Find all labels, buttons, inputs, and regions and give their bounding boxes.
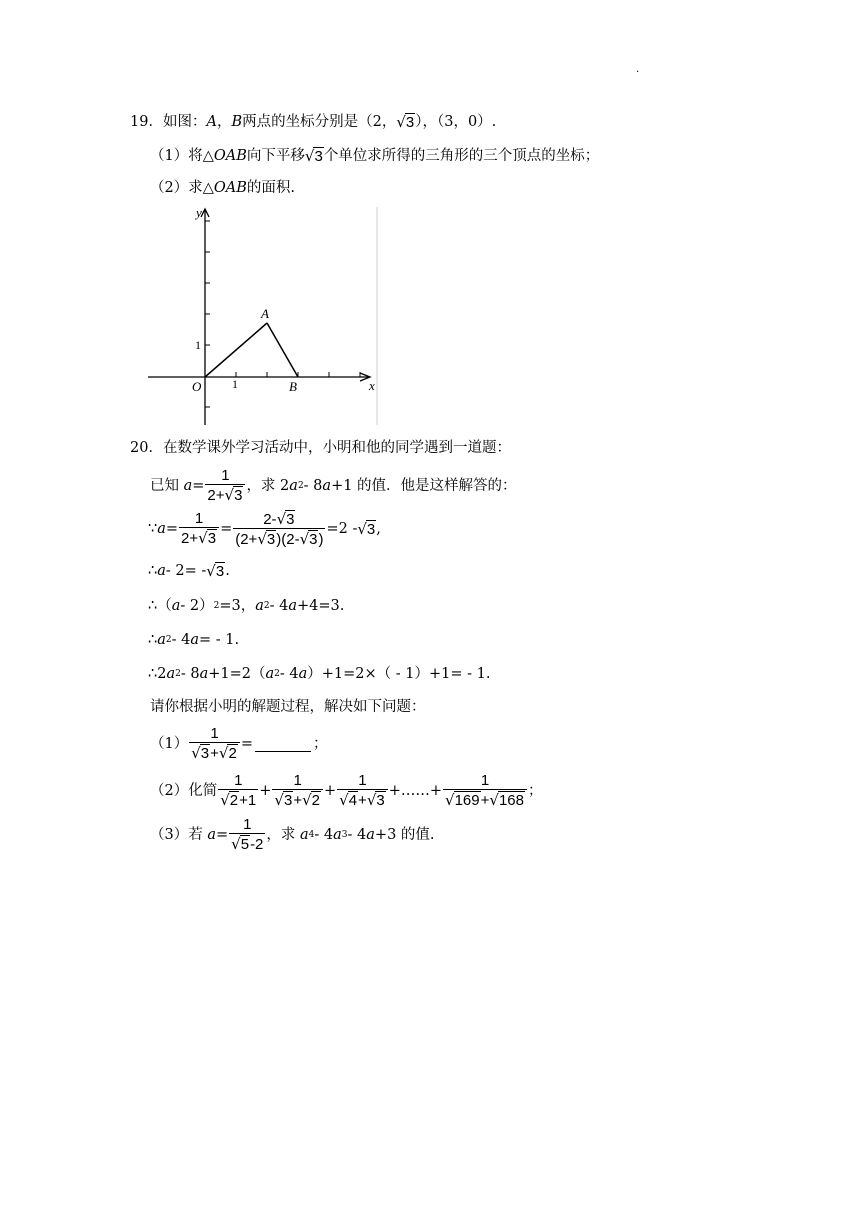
q20-solution-step1: ∵ a = 1 2+ √ 3 = 2- √ 3 (2+ √ 3 )(2- √ 3 ) =2 - √ 3 , [148, 509, 381, 548]
tick-label-x1: 1 [232, 377, 238, 391]
label-y: y [196, 207, 202, 220]
q20-solution-step5: ∴ 2 a 2 - 8 a +1=2（ a 2 - 4 a ）+1=2×（ - 1）+1= - 1. [148, 666, 491, 682]
q20-given: 已知 a = 1 2+ √ 3 ，求 2 a 2 - 8 a +1 的值．他是这样解答的： [150, 467, 517, 504]
q20-solution-step3: ∴ （ a - 2） 2 =3， a 2 - 4 a +4=3. [148, 598, 345, 614]
sqrt-3: √ 3 [396, 113, 415, 131]
q20-stem: 20． 在数学课外学习活动中，小明和他的同学遇到一道题： [130, 440, 511, 456]
answer-blank [255, 737, 311, 752]
q19-stem: 19． 如图： A ， B 两点的坐标分别是（2， √ 3 ），（3，0）. [130, 113, 497, 131]
q20-sub2: （2）化简 1 √ 2 +1 + 1 √ 3 + √ 2 + 1 √ 4 + √ 3 +……+ 1 √ 169 + √ 168 ； [150, 772, 543, 809]
tick-label-y1: 1 [195, 338, 201, 352]
label-O: O [192, 379, 202, 394]
q19-part2: （2）求△ OAB 的面积. [150, 180, 296, 196]
label-B: B [289, 379, 297, 394]
page-mark: . [636, 64, 640, 75]
y-ticks [205, 221, 210, 407]
q20-solution-step2: ∴ a - 2= - √ 3 . [148, 562, 230, 580]
q20-sub1: （1） 1 √ 3 + √ 2 = ； [150, 725, 328, 762]
segment-OA [205, 323, 267, 377]
label-A: A [261, 306, 269, 321]
segment-AB [267, 323, 298, 377]
q20-solution-step4: ∴ a 2 - 4 a = - 1. [148, 632, 240, 648]
q20-prompt: 请你根据小明的解题过程，解决如下问题： [150, 699, 426, 715]
q20-sub3: （3）若 a = 1 √ 5 -2 ，求 a 4 - 4 a 3 - 4 a +3 的值. [150, 816, 435, 853]
q19-part1: （1）将△ OAB 向下平移 √ 3 个单位求所得的三角形的三个顶点的坐标； [150, 147, 600, 165]
coordinate-figure [148, 207, 380, 429]
label-x: x [369, 378, 375, 393]
